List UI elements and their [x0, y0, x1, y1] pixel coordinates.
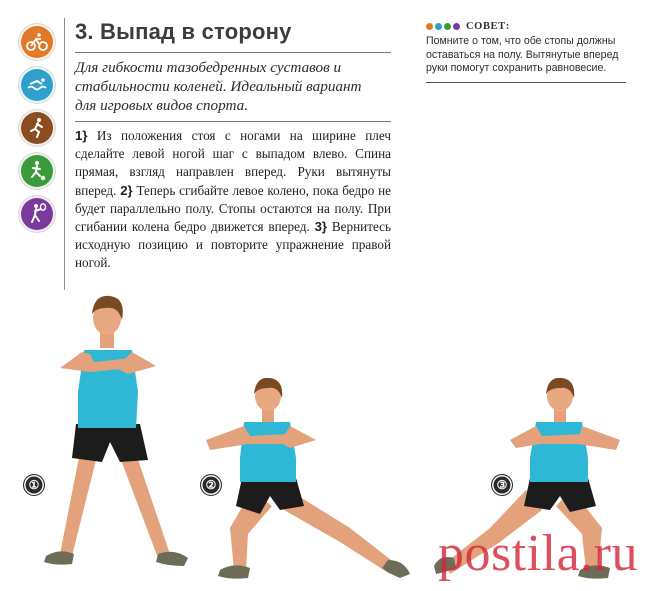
tip-divider [426, 82, 626, 83]
sport-icons [19, 24, 55, 239]
step-2-text: Теперь сгибайте левое колено, пока бедро не будет параллельно полу. Стопы остаются на полу. При сгибании колена бедро движется вперед. [75, 182, 392, 235]
tip-dot-green [444, 23, 451, 30]
football-icon [19, 153, 55, 189]
step-1-text: Из положения стоя с ногами на ширине плеч сделайте левой ногой шаг с выпадом влево. Спина прямая, взгляд направлен вперед. Руки вытянуты вперед. [75, 128, 391, 198]
step-2-number: 2} [120, 182, 133, 198]
step-3-text: Вернитесь исходную позицию и повторите упражнение правой ногой. [75, 219, 392, 271]
step-marker-3: ③ [491, 474, 513, 496]
exercise-photo-2 [200, 378, 420, 584]
exercise-steps [75, 127, 391, 273]
tip-dot-blue [435, 23, 442, 30]
intro-divider [75, 121, 391, 122]
title-divider [75, 52, 391, 53]
exercise-photo-1 [20, 292, 210, 584]
tip-dot-purple [453, 23, 460, 30]
step-1-number: 1} [75, 128, 88, 143]
step-marker-2: ② [200, 474, 222, 496]
step-3-number: 3} [314, 219, 328, 235]
swimming-icon [19, 67, 55, 103]
step-marker-1: ① [23, 474, 45, 496]
tip-box [426, 19, 626, 83]
site-watermark: postila.ru [438, 525, 638, 582]
tip-dot-orange [426, 23, 433, 30]
column-divider [64, 18, 65, 290]
tip-header [426, 19, 626, 33]
exercise-title: 3. Выпад в сторону [75, 19, 292, 44]
cycling-icon [19, 24, 55, 60]
tennis-icon [19, 196, 55, 232]
tip-label: СОВЕТ: [466, 20, 510, 32]
exercise-intro: Для гибкости тазобедренных суставов и стабильности коленей. Идеальный вариант для игровых видов спорта. [75, 59, 362, 114]
tip-text: Помните о том, что обе стопы должны оставаться на полу. Вытянутые вперед руки помогут сохранить равновесие. [426, 35, 619, 75]
running-icon [19, 110, 55, 146]
